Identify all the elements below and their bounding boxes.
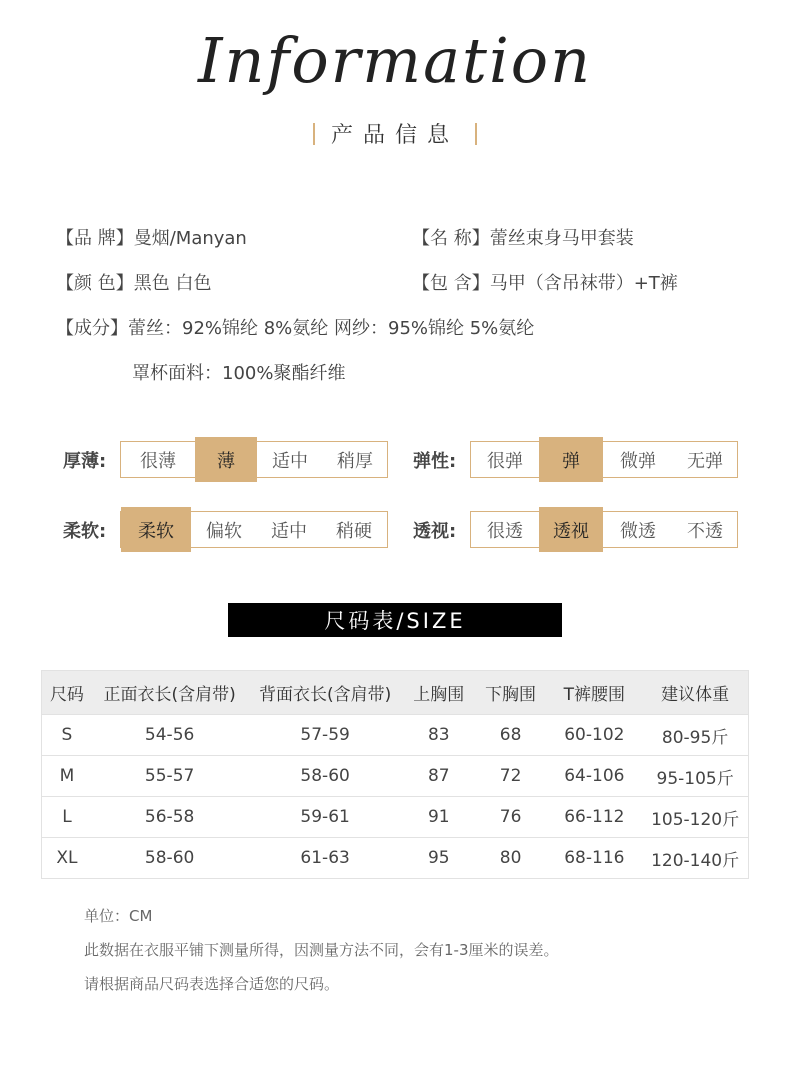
scale-option: 偏软 [206, 520, 242, 542]
scale-option-selected: 薄 [195, 437, 257, 482]
subtitle-text: 产品信息 [330, 123, 459, 148]
size-banner: 尺码表/SIZE [228, 603, 562, 637]
note-advice: 请根据商品尺码表选择合适您的尺码。 [84, 975, 340, 993]
scale-option: 稍厚 [337, 450, 373, 472]
product-info-subtitle [0, 118, 790, 149]
scale-options [470, 511, 738, 548]
scale-option-selected: 柔软 [121, 507, 191, 552]
table-cell: 66-112 [546, 797, 642, 838]
table-row [42, 715, 749, 756]
scale-options [120, 441, 388, 478]
info-composition: 【成分】蕾丝：92%锦纶 8%氨纶 网纱：95%锦纶 5%氨纶 [56, 318, 535, 339]
script-title-text: Information [197, 24, 593, 97]
table-cell: S [42, 715, 92, 756]
table-cell: 58-60 [92, 838, 248, 879]
scale-label: 厚薄: [63, 451, 107, 472]
table-cell: 91 [403, 797, 475, 838]
scale-label: 透视: [413, 521, 457, 542]
info-color: 【颜 色】黑色 白色 [56, 273, 212, 294]
table-row [42, 756, 749, 797]
table-cell: 120-140斤 [642, 838, 748, 879]
table-cell: 72 [475, 756, 547, 797]
scale-option: 微透 [620, 520, 656, 542]
table-cell: 55-57 [92, 756, 248, 797]
table-cell: 95 [403, 838, 475, 879]
table-row [42, 838, 749, 879]
table-cell: 68 [475, 715, 547, 756]
table-cell: 57-59 [247, 715, 403, 756]
scale-options [470, 441, 738, 478]
size-table [41, 670, 749, 879]
info-cup-material: 罩杯面料：100%聚酯纤维 [132, 363, 346, 384]
table-cell: 87 [403, 756, 475, 797]
scale-label: 柔软: [63, 521, 107, 542]
table-cell: 80 [475, 838, 547, 879]
table-cell: 68-116 [546, 838, 642, 879]
table-cell: XL [42, 838, 92, 879]
size-table-header [42, 671, 749, 715]
note-unit: 单位：CM [84, 907, 153, 925]
table-cell: 64-106 [546, 756, 642, 797]
table-cell: 58-60 [247, 756, 403, 797]
scale-option: 适中 [271, 520, 307, 542]
scale-option: 不透 [687, 520, 723, 542]
scale-label: 弹性: [413, 451, 457, 472]
size-table-header-cell: 正面衣长(含肩带) [92, 671, 248, 715]
table-cell: L [42, 797, 92, 838]
scale-option: 很透 [487, 520, 523, 542]
scale-option: 很弹 [487, 450, 523, 472]
scale-option-selected: 透视 [539, 507, 603, 552]
note-measure: 此数据在衣服平铺下测量所得，因测量方法不同，会有1-3厘米的误差。 [84, 941, 559, 959]
table-cell: 105-120斤 [642, 797, 748, 838]
table-cell: 61-63 [247, 838, 403, 879]
size-table-header-cell: 下胸围 [475, 671, 547, 715]
scale-option: 稍硬 [336, 520, 372, 542]
scale-option: 微弹 [620, 450, 656, 472]
table-cell: 56-58 [92, 797, 248, 838]
table-cell: 80-95斤 [642, 715, 748, 756]
scale-option: 无弹 [687, 450, 723, 472]
information-script-title [0, 24, 790, 114]
table-cell: 54-56 [92, 715, 248, 756]
info-name: 【名 称】蕾丝束身马甲套装 [412, 228, 634, 249]
subtitle-right-bar [475, 123, 477, 145]
subtitle-left-bar [313, 123, 315, 145]
scale-option: 适中 [272, 450, 308, 472]
table-cell: 95-105斤 [642, 756, 748, 797]
table-cell: M [42, 756, 92, 797]
size-table-header-cell: 建议体重 [642, 671, 748, 715]
size-table-header-cell: 尺码 [42, 671, 92, 715]
table-row [42, 797, 749, 838]
info-includes: 【包 含】马甲（含吊袜带）+T裤 [412, 273, 678, 294]
size-table-header-cell: T裤腰围 [546, 671, 642, 715]
info-brand: 【品 牌】曼烟/Manyan [56, 228, 247, 249]
scale-options [120, 511, 388, 548]
table-cell: 60-102 [546, 715, 642, 756]
table-cell: 59-61 [247, 797, 403, 838]
scale-option-selected: 弹 [539, 437, 603, 482]
table-cell: 83 [403, 715, 475, 756]
size-table-header-cell: 上胸围 [403, 671, 475, 715]
scale-option: 很薄 [140, 450, 176, 472]
size-table-header-cell: 背面衣长(含肩带) [247, 671, 403, 715]
table-cell: 76 [475, 797, 547, 838]
